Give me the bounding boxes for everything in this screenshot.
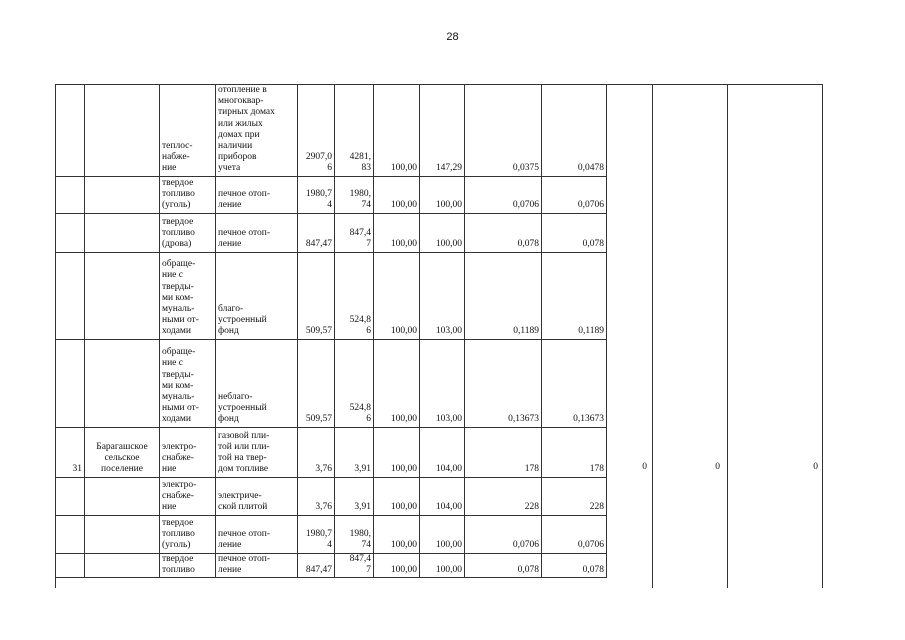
row-number: 31 [56,427,85,477]
percent-2: 103,00 [420,252,465,339]
tariff-1: 178 [465,427,542,477]
row-number [56,252,85,339]
percent-1: 100,00 [374,213,420,252]
table-row [56,427,607,477]
value-2: 3,91 [335,477,374,515]
right-value-2: 0 [715,462,720,472]
tariff-1: 0,0706 [465,515,542,553]
row-number [56,176,85,213]
tariff-1: 0,078 [465,213,542,252]
consumption-type: неблаго- устроенный фонд [216,339,298,427]
percent-2: 100,00 [420,515,465,553]
service-name: твердое топливо (дрова) [160,213,216,252]
row-number [56,213,85,252]
value-2: 1980, 74 [335,176,374,213]
consumption-type: печное отоп- ление [216,176,298,213]
service-name: твердое топливо (уголь) [160,176,216,213]
percent-2: 100,00 [420,213,465,252]
row-number [56,515,85,553]
value-1: 1980,7 4 [298,515,335,553]
service-name: электро- снабже- ние [160,477,216,515]
table-row [56,213,607,252]
percent-2: 147,29 [420,85,465,177]
percent-2: 100,00 [420,176,465,213]
table-row [56,553,607,577]
settlement-name: Барагашское сельское поселение [85,427,160,477]
right-value-3: 0 [813,462,818,472]
settlement-name [85,553,160,577]
tariff-2: 0,1189 [542,252,607,339]
table-row [56,85,607,177]
table-row [56,339,607,427]
percent-1: 100,00 [374,252,420,339]
value-2: 847,4 7 [335,213,374,252]
tariff-1: 0,0375 [465,85,542,177]
value-2: 3,91 [335,427,374,477]
tariff-2: 0,0478 [542,85,607,177]
value-2: 4281, 83 [335,85,374,177]
tariff-1: 0,13673 [465,339,542,427]
percent-1: 100,00 [374,515,420,553]
value-1: 2907,0 6 [298,85,335,177]
percent-1: 100,00 [374,339,420,427]
column-divider [652,84,653,588]
tariff-2: 0,0706 [542,176,607,213]
percent-1: 100,00 [374,176,420,213]
value-1: 3,76 [298,427,335,477]
value-1: 847,47 [298,553,335,577]
value-2: 524,8 6 [335,252,374,339]
value-2: 847,4 7 [335,553,374,577]
column-divider [727,84,728,588]
service-name: обраще- ние с тверды- ми ком- муналь- ными от- ходами [160,339,216,427]
tariff-2: 0,078 [542,213,607,252]
tariff-2: 178 [542,427,607,477]
percent-2: 103,00 [420,339,465,427]
right-value-1: 0 [642,462,647,472]
value-2: 524,8 6 [335,339,374,427]
settlement-name [85,213,160,252]
row-number [56,339,85,427]
settlement-name [85,85,160,177]
percent-1: 100,00 [374,477,420,515]
value-2: 1980, 74 [335,515,374,553]
percent-1: 100,00 [374,427,420,477]
value-1: 509,57 [298,252,335,339]
table-body [56,85,607,578]
tariff-1: 0,1189 [465,252,542,339]
value-1: 1980,7 4 [298,176,335,213]
service-name: теплос- набже- ние [160,85,216,177]
tariff-table [55,84,607,578]
consumption-type: газовой пли- той или пли- той на твер- дом топливе [216,427,298,477]
row-number [56,553,85,577]
row-number [56,85,85,177]
settlement-name [85,477,160,515]
row-number [56,477,85,515]
settlement-name [85,176,160,213]
consumption-type: печное отоп- ление [216,213,298,252]
service-name: обраще- ние с тверды- ми ком- муналь- ными от- ходами [160,252,216,339]
tariff-2: 0,078 [542,553,607,577]
consumption-type: электриче- ской плитой [216,477,298,515]
settlement-name [85,515,160,553]
consumption-type: печное отоп- ление [216,553,298,577]
table-row [56,477,607,515]
tariff-2: 0,0706 [542,515,607,553]
tariff-2: 0,13673 [542,339,607,427]
value-1: 509,57 [298,339,335,427]
service-name: электро- снабже- ние [160,427,216,477]
percent-1: 100,00 [374,85,420,177]
table-row [56,252,607,339]
consumption-type: благо- устроенный фонд [216,252,298,339]
table-row [56,176,607,213]
percent-2: 100,00 [420,553,465,577]
consumption-type: отопление в многоквар- тирных домах или жилых домах при наличии приборов учета [216,85,298,177]
tariff-2: 228 [542,477,607,515]
service-name: твердое топливо (уголь) [160,515,216,553]
settlement-name [85,339,160,427]
tariff-1: 228 [465,477,542,515]
table-row [56,515,607,553]
consumption-type: печное отоп- ление [216,515,298,553]
page-number: 28 [446,31,459,43]
percent-2: 104,00 [420,477,465,515]
tariff-1: 0,0706 [465,176,542,213]
value-1: 847,47 [298,213,335,252]
percent-2: 104,00 [420,427,465,477]
settlement-name [85,252,160,339]
tariff-1: 0,078 [465,553,542,577]
percent-1: 100,00 [374,553,420,577]
value-1: 3,76 [298,477,335,515]
service-name: твердое топливо [160,553,216,577]
